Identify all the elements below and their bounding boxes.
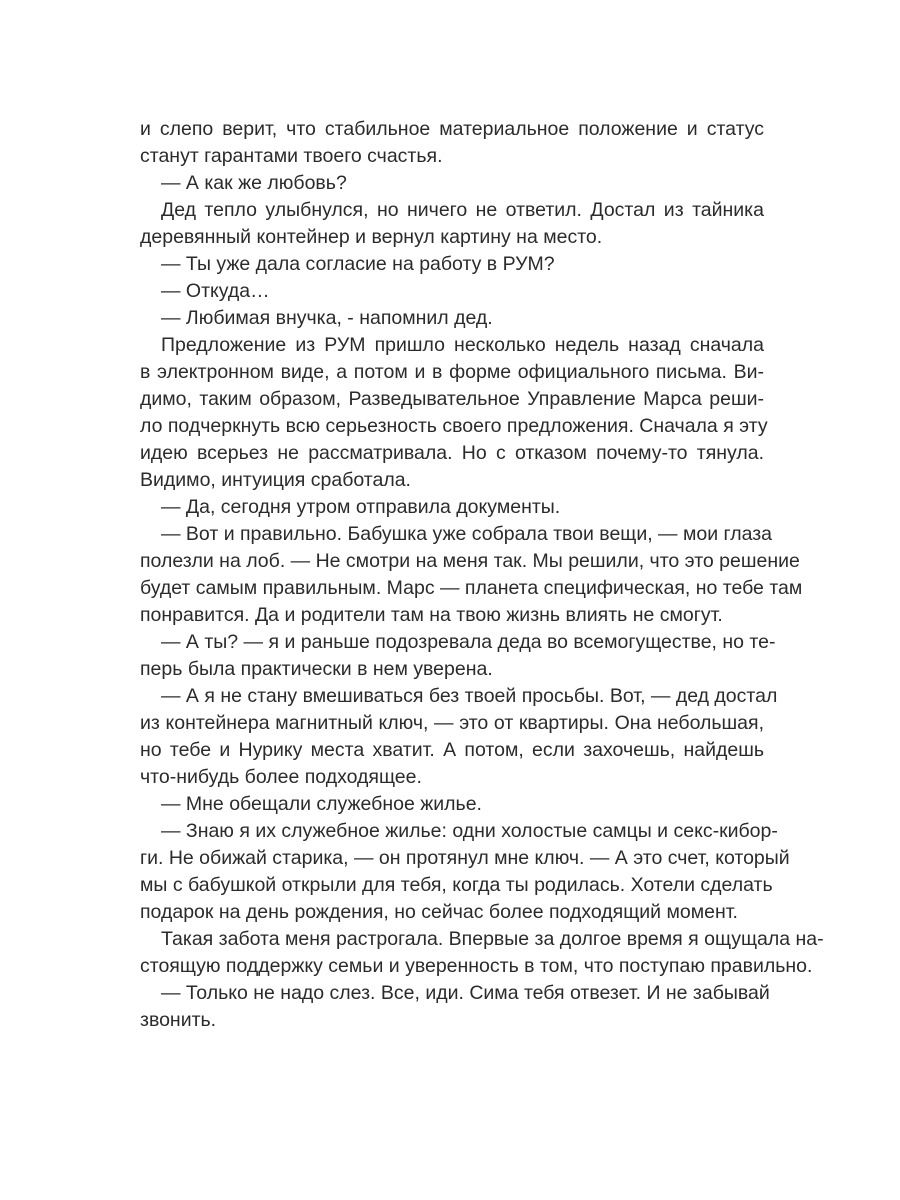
text-line: Такая забота меня растрогала. Впервые за долгое время я ощущала на-	[161, 928, 824, 950]
text-line: — А ты? — я и раньше подозревала деда во всемогуществе, но те-	[161, 631, 776, 653]
text-line: — Откуда…	[161, 280, 270, 302]
text-line: — А я не стану вмешиваться без твоей просьбы. Вот, — дед достал	[161, 685, 778, 707]
text-line: но тебе и Нурику места хватит. А потом, если захочешь, найдешь	[140, 739, 764, 761]
text-line: перь была практически в нем уверена.	[140, 658, 493, 680]
text-line: понравится. Да и родители там на твою жизнь влиять не смогут.	[140, 604, 723, 626]
text-line: и слепо верит, что стабильное материальное положение и статус	[140, 118, 764, 140]
text-line: ги. Не обижай старика, — он протянул мне ключ. — А это счет, который	[140, 847, 790, 869]
text-line: в электронном виде, а потом и в форме официального письма. Ви-	[140, 361, 764, 383]
text-line: стоящую поддержку семьи и уверенность в том, что поступаю правильно.	[140, 955, 813, 977]
text-line: подарок на день рождения, но сейчас более подходящий момент.	[140, 901, 738, 923]
text-line: димо, таким образом, Разведывательное Управление Марса реши-	[140, 388, 764, 410]
text-line: звонить.	[140, 1009, 217, 1031]
text-line: — Вот и правильно. Бабушка уже собрала твои вещи, — мои глаза	[161, 523, 773, 545]
text-line: станут гарантами твоего счастья.	[140, 145, 443, 167]
text-line: будет самым правильным. Марс — планета специфическая, но тебе там	[140, 577, 803, 599]
text-line: из контейнера магнитный ключ, — это от квартиры. Она небольшая,	[140, 712, 764, 734]
text-line: — Любимая внучка, - напомнил дед.	[161, 307, 493, 329]
text-line: мы с бабушкой открыли для тебя, когда ты родилась. Хотели сделать	[140, 874, 773, 896]
text-line: что-нибудь более подходящее.	[140, 766, 422, 788]
text-line: Дед тепло улыбнулся, но ничего не ответил. Достал из тайника	[161, 199, 764, 221]
text-line: ло подчеркнуть всю серьезность своего предложения. Сначала я эту	[140, 415, 768, 437]
text-line: идею всерьез не рассматривала. Но с отказом почему-то тянула.	[140, 442, 764, 464]
text-line: деревянный контейнер и вернул картину на место.	[140, 226, 603, 248]
text-line: полезли на лоб. — Не смотри на меня так. Мы решили, что это решение	[140, 550, 800, 572]
text-line: — Да, сегодня утром отправила документы.	[161, 496, 561, 518]
text-line: Видимо, интуиция сработала.	[140, 469, 411, 491]
text-line: — Знаю я их служебное жилье: одни холостые самцы и секс-кибор-	[161, 820, 778, 842]
text-line: — Только не надо слез. Все, иди. Сима тебя отвезет. И не забывай	[161, 982, 770, 1004]
body-text	[140, 116, 824, 1034]
text-line: Предложение из РУМ пришло несколько недель назад сначала	[161, 334, 764, 356]
text-line: — Ты уже дала согласие на работу в РУМ?	[161, 253, 555, 275]
text-line: — А как же любовь?	[161, 172, 347, 194]
text-line: — Мне обещали служебное жилье.	[161, 793, 482, 815]
